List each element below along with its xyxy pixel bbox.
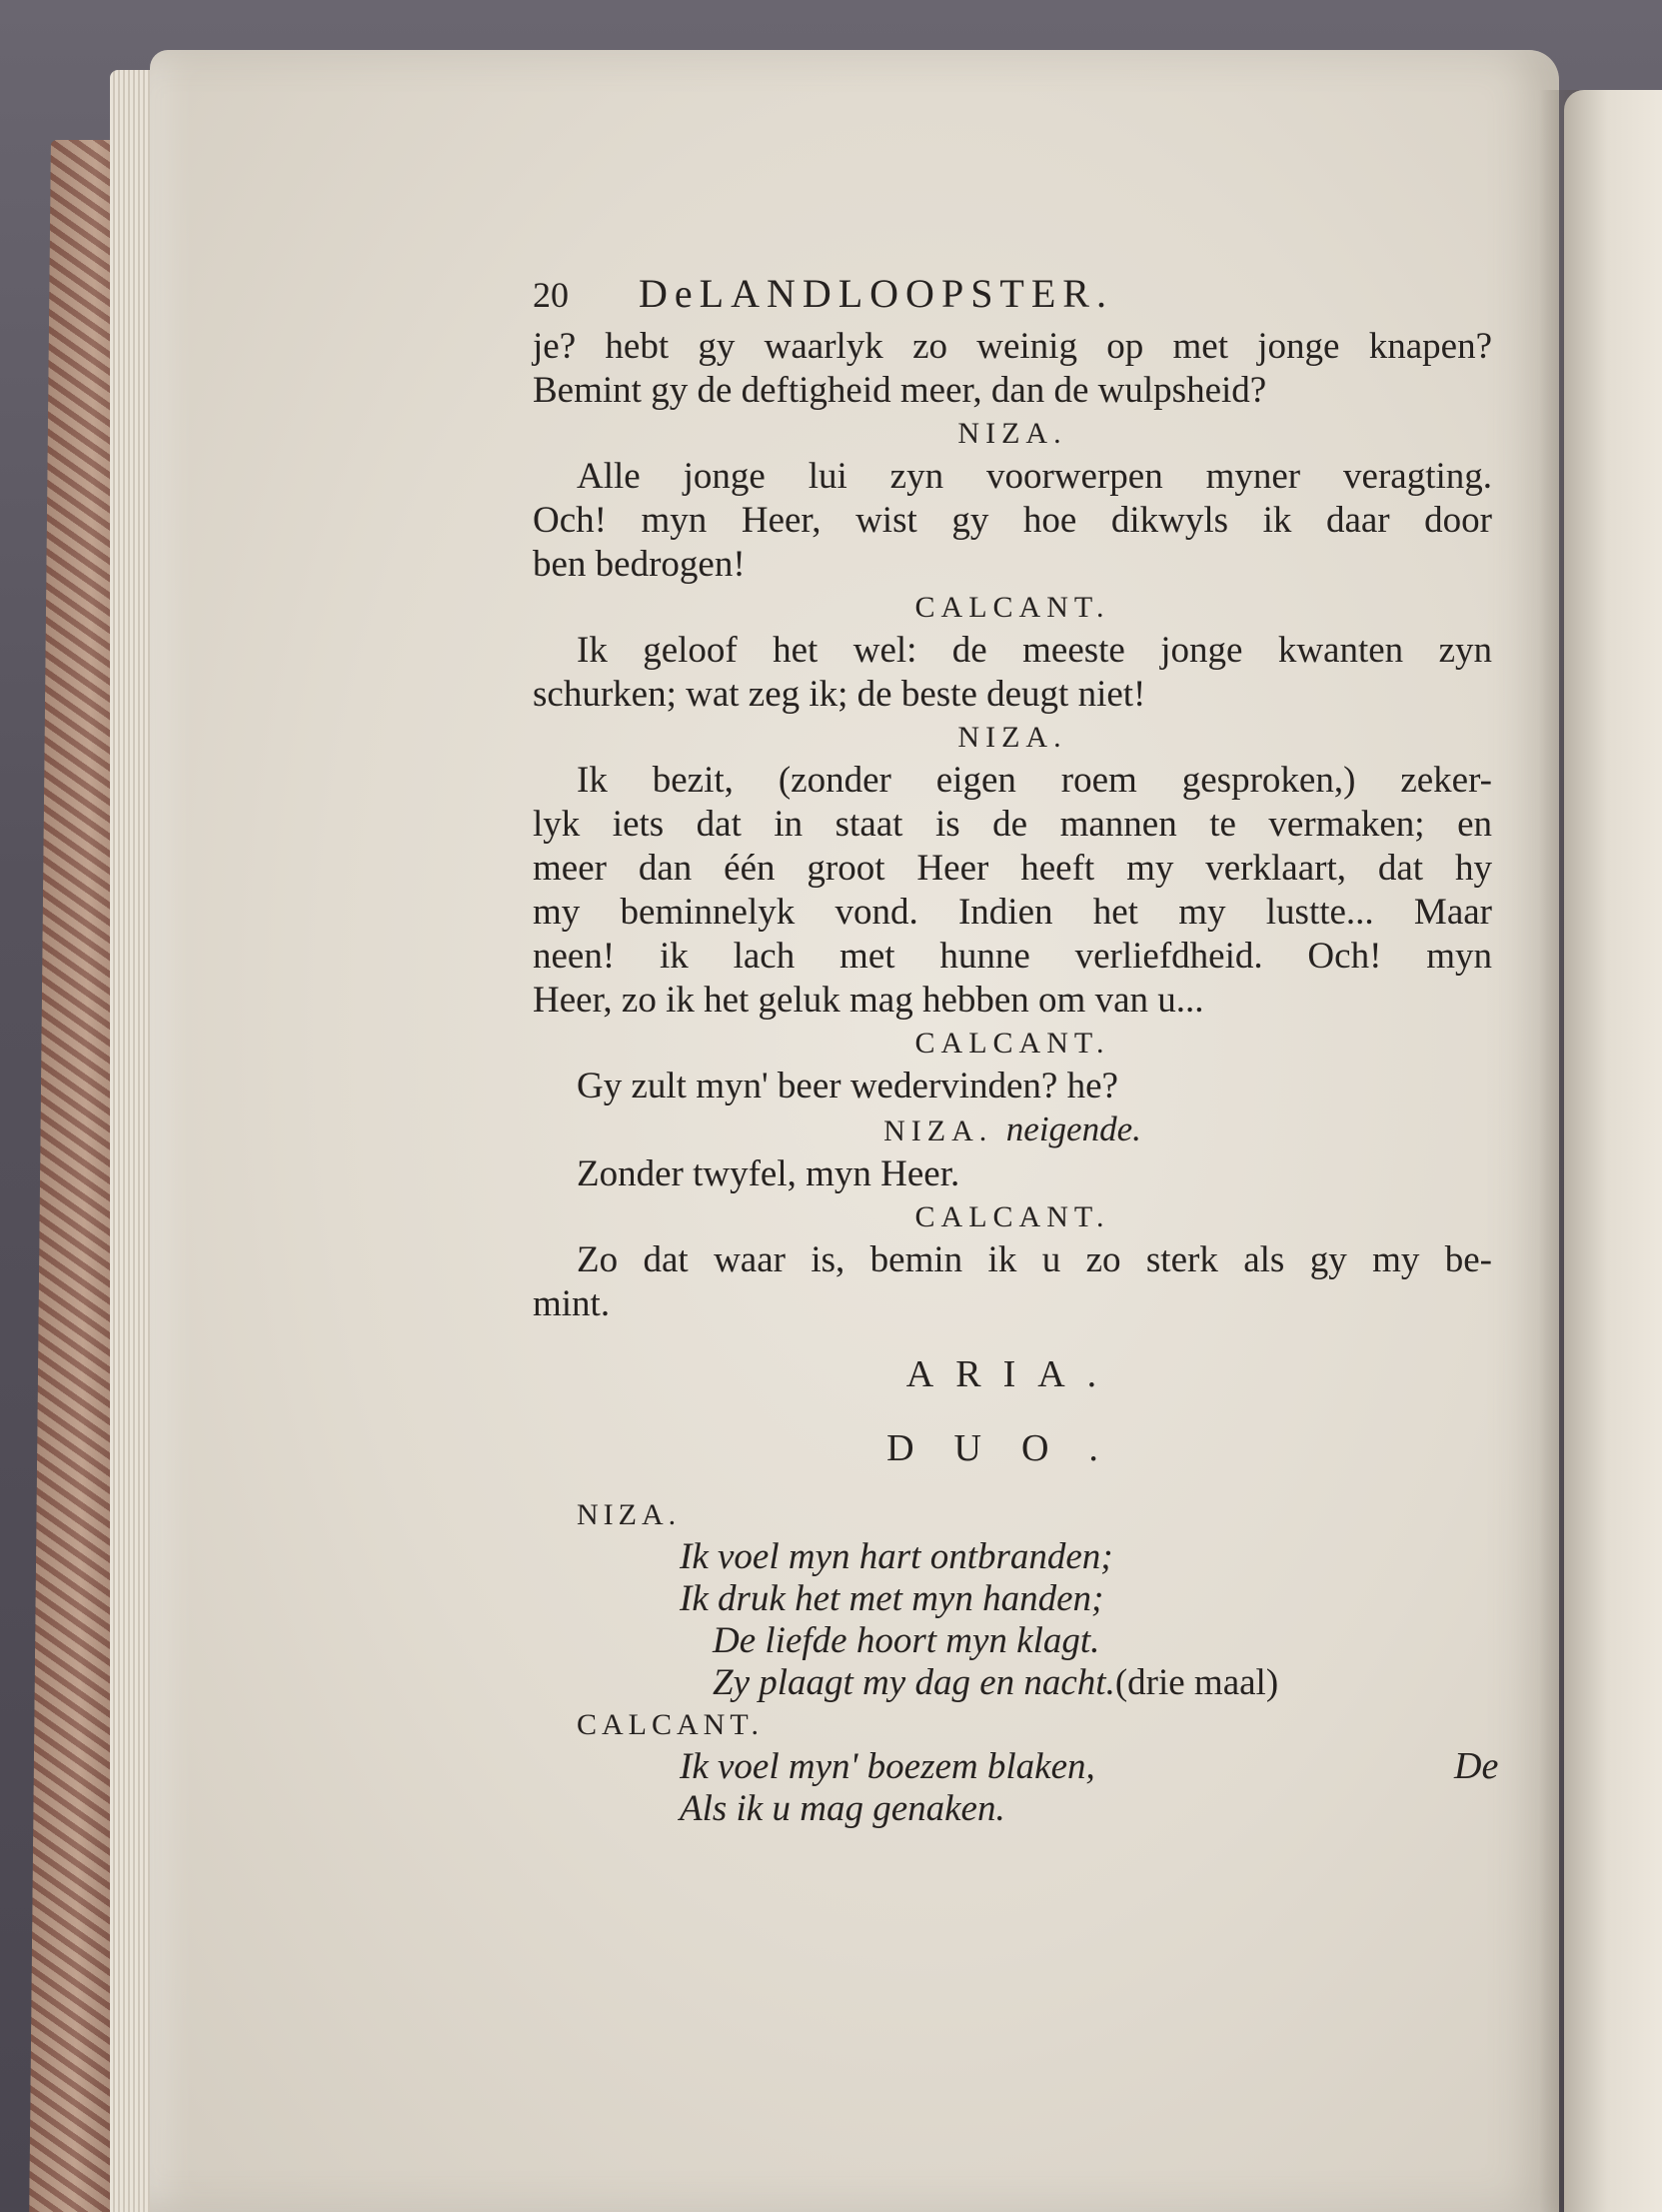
verse-line: De liefde hoort myn klagt. (713, 1620, 1100, 1661)
text-line: neen! ik lach met hunne verliefdheid. Och! myn (533, 936, 1492, 977)
speaker-niza: NIZA. (957, 417, 1067, 450)
text-line: Heer, zo ik het geluk mag hebben om van u... (533, 980, 1204, 1021)
speaker-calcant: CALCANT. (914, 591, 1110, 624)
verse-line: Ik voel myn' boezem blaken, (680, 1746, 1095, 1787)
stage-direction: neigende. (1005, 1109, 1141, 1148)
text-line: Zonder twyfel, myn Heer. (577, 1153, 960, 1194)
catchword: De (1454, 1745, 1499, 1787)
text-line: ben bedrogen! (533, 544, 746, 585)
verse-line: Als ik u mag genaken. (680, 1788, 1005, 1829)
text-line: Ik bezit, (zonder eigen roem gesproken,) zeker- (577, 760, 1492, 801)
speaker-calcant: CALCANT. (914, 1027, 1110, 1060)
text-line: Och! myn Heer, wist gy hoe dikwyls ik daar door (533, 500, 1492, 541)
text-line: meer dan één groot Heer heeft my verklaart, dat hy (533, 848, 1492, 889)
aria-title: ARIA. (905, 1353, 1119, 1395)
speaker-name: NIZA. (883, 1114, 993, 1147)
text-line: Zo dat waar is, bemin ik u zo sterk als gy my be- (577, 1239, 1492, 1280)
page-number: 20 (533, 275, 569, 315)
duo-speaker-calcant: CALCANT. (577, 1708, 764, 1741)
text-line: Bemint gy de deftigheid meer, dan de wulpsheid? (533, 370, 1267, 411)
text-line: mint. (533, 1283, 611, 1324)
duo-title: DUO. (886, 1427, 1138, 1469)
text-line: lyk iets dat in staat is de mannen te vermaken; en (533, 804, 1492, 845)
text-line: Gy zult myn' beer wedervinden? he? (577, 1066, 1118, 1106)
page-text (533, 272, 1492, 1830)
text-line: Ik geloof het wel: de meeste jonge kwanten zyn (577, 630, 1492, 671)
speaker-calcant: CALCANT. (914, 1200, 1110, 1233)
verse-line: Ik druk het met myn handen; (680, 1578, 1104, 1619)
text-line: je? hebt gy waarlyk zo weinig op met jonge knapen? (533, 326, 1492, 367)
running-title: DeLANDLOOPSTER. (639, 271, 1113, 316)
speaker-niza: NIZA. (957, 721, 1067, 754)
verse-line (533, 1662, 1492, 1704)
verse-note: (drie maal) (1114, 1662, 1279, 1703)
running-head (533, 272, 1492, 317)
duo-speaker-niza: NIZA. (577, 1498, 682, 1531)
text-line: schurken; wat zeg ik; de beste deugt niet! (533, 674, 1146, 715)
verse-line: Ik voel myn hart ontbranden; (680, 1536, 1113, 1577)
verse-text: Zy plaagt my dag en nacht. (713, 1662, 1115, 1703)
facing-page (1564, 90, 1662, 2212)
text-line: my beminnelyk vond. Indien het my lustte... Maar (533, 892, 1492, 933)
speaker-niza (533, 1108, 1492, 1152)
text-line: Alle jonge lui zyn voorwerpen myner veragting. (577, 456, 1492, 497)
